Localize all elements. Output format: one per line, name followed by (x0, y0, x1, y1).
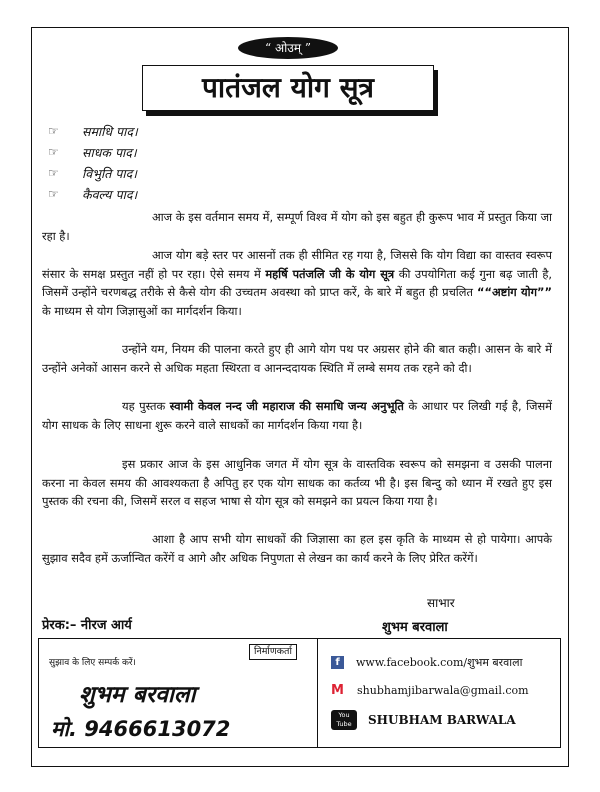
list-item: ☞ विभुति पाद। (48, 163, 138, 184)
facebook-icon: f (331, 656, 344, 669)
pointing-hand-icon: ☞ (48, 166, 59, 180)
sabhar-label: साभार (427, 596, 455, 610)
mobile-number: मो. 9466613072 (51, 717, 231, 741)
author-signature: शुभम बरवाला (382, 620, 448, 635)
paragraph-yama-niyama: उन्होंने यम, नियम की पालना करते हुए ही आगे योग पथ पर अग्रसर होने की बात कही। आसन के बारे में उन्होंने अनेकों आसन करने से अधिक महता स्थिरता व आनन्ददायक स्थिति में लम्बे समय तक रहने को दी। (42, 342, 552, 375)
facebook-contact (331, 655, 522, 670)
gmail-icon: M (331, 682, 344, 698)
contact-box (38, 638, 561, 748)
facebook-url[interactable]: www.facebook.com/शुभम बरवाला (356, 656, 523, 669)
list-item: ☞ साधक पाद। (48, 142, 138, 163)
pada-list (48, 121, 138, 205)
page-frame (31, 27, 569, 767)
paragraph-yoga-state: आज योग बड़े स्तर पर आसनों तक ही सीमित रह गया है, जिससे कि योग विद्या का वास्तव स्वरूप संसार के समक्ष प्रस्तुत नहीं हो पर रहा। ऐसे समय में महर्षि पतंजलि जी के योग सूत्र की उपयोगिता कई गुना बढ़ जाती है, जिसमें उन्होंने चरणबद्ध तरीके से कैसे योग की उच्चतम अवस्था को प्राप्त करें, के बारे में बहुत ही प्रचलित ““अष्टांग योग”” के माध्यम से योग जिज्ञासुओं का मार्गदर्शन किया। (42, 248, 552, 318)
pointing-hand-icon: ☞ (48, 124, 59, 138)
paragraph-book-basis: यह पुस्तक स्वामी केवल नन्द जी महाराज की समाधि जन्य अनुभूति के आधार पर लिखी गई है, जिसमें योग साधक के लिए साधना शुरू करने वाले साधकों का मार्गदर्शन किया गया है। (42, 399, 552, 432)
paragraph-modern-world: इस प्रकार आज के इस आधुनिक जगत में योग सूत्र के वास्तविक स्वरूप को समझना व उसकी पालना करना ना केवल समय की आवश्यकता है अपितु हर एक योग साधक का कर्तव्य भी है। इस बिन्दु को ध्यान में रखते हुए इस पुस्तक की रचना की, जिसमें सरल व सहज भाषा से योग सूत्र को समझने का प्रयत्न किया गया है। (42, 457, 552, 509)
list-item: ☞ समाधि पाद। (48, 121, 138, 142)
prerak-label: प्रेरक:– नीरज आर्य (42, 618, 132, 633)
pointing-hand-icon: ☞ (48, 145, 59, 159)
email-contact (331, 684, 529, 697)
maker-name: शुभम बरवाला (79, 682, 196, 708)
youtube-contact (331, 710, 516, 730)
email-address[interactable]: shubhamjibarwala@gmail.com (357, 684, 529, 697)
paragraph-intro: आज के इस वर्तमान समय में, सम्पूर्ण विश्व में योग को इस बहुत ही कुरूप भाव में प्रस्तुत किया जा रहा है। (42, 210, 552, 243)
pointing-hand-icon: ☞ (48, 187, 59, 201)
list-item: ☞ कैवल्य पाद। (48, 184, 138, 205)
paragraph-hope: आशा है आप सभी योग साधकों की जिज्ञासा का हल इस कृति के माध्यम से हो पायेगा। आपके सुझाव सदैव हमें ऊर्जान्वित करेंगें व आगे और अधिक निपुणता से लेखन का कार्य करने के लिए प्रेरित करेंगें। (42, 532, 552, 565)
youtube-icon: You Tube (331, 710, 357, 730)
om-badge: “ ओउम् ” (238, 37, 338, 59)
maker-tag: निर्माणकर्ता (249, 644, 297, 660)
contact-divider (317, 639, 318, 747)
youtube-channel[interactable]: SHUBHAM BARWALA (368, 713, 516, 727)
suggestion-text: सुझाव के लिए सम्पर्क करें। (49, 658, 136, 668)
page-title: पातंजल योग सूत्र (142, 65, 434, 111)
